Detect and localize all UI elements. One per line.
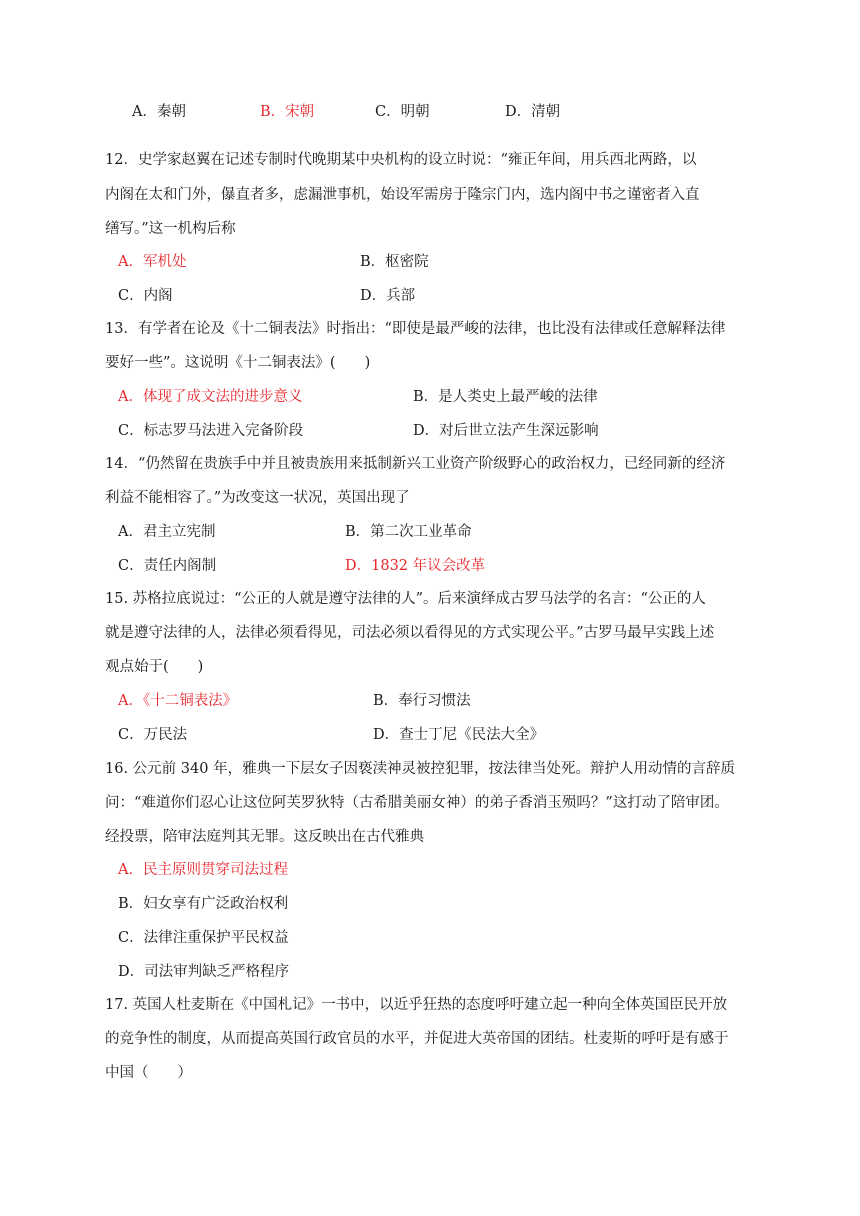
q15-stem-line: 就是遵守法律的人，法律必须看得见，司法必须以看得见的方式实现公平。”古罗马最早实践上述: [105, 625, 715, 641]
q14-option-b: B．第二次工业革命: [345, 524, 472, 540]
q15-option-d: D．查士丁尼《民法大全》: [373, 727, 545, 743]
q11-option-d: D．清朝: [505, 104, 561, 120]
q13-stem-line: 要好一些”。这说明《十二铜表法》( ): [105, 355, 371, 371]
q15-option-b: B．奉行习惯法: [373, 693, 471, 709]
q11-option-b-answer: B．宋朝: [260, 104, 315, 120]
q16-stem-line: 经投票，陪审法庭判其无罪。这反映出在古代雅典: [105, 829, 424, 845]
q14-stem-line: 利益不能相容了。”为改变这一状况，英国出现了: [105, 490, 410, 506]
q13-option-a-answer: A．体现了成文法的进步意义: [118, 389, 303, 405]
q12-option-a-answer: A．军机处: [118, 254, 187, 270]
q11-option-a: A．秦朝: [132, 104, 186, 120]
q17-stem-line: 17. 英国人杜麦斯在《中国札记》一书中，以近乎狂热的态度呼吁建立起一种向全体英国臣民开放: [105, 997, 728, 1013]
q14-option-a: A．君主立宪制: [118, 524, 216, 540]
q16-option-b: B．妇女享有广泛政治权利: [118, 896, 289, 912]
q16-option-a-answer: A．民主原则贯穿司法过程: [118, 862, 288, 878]
q13-option-d: D．对后世立法产生深远影响: [413, 423, 599, 439]
q12-option-d: D．兵部: [360, 288, 416, 304]
q12-stem-line: 缮写。”这一机构后称: [105, 221, 236, 237]
q12-option-b: B．枢密院: [360, 254, 429, 270]
q12-stem-line: 12．史学家赵翼在记述专制时代晚期某中央机构的设立时说：“雍正年间，用兵西北两路，以: [105, 152, 697, 168]
q14-option-c: C．责任内阁制: [118, 558, 217, 574]
q14-stem-line: 14．“仍然留在贵族手中并且被贵族用来抵制新兴工业资产阶级野心的政治权力，已经同新的经济: [105, 456, 726, 472]
q13-option-c: C．标志罗马法进入完备阶段: [118, 423, 304, 439]
q15-stem-line: 15. 苏格拉底说过：“公正的人就是遵守法律的人”。后来演绎成古罗马法学的名言：“公正的人: [105, 591, 706, 607]
q16-stem-line: 16. 公元前 340 年，雅典一下层女子因亵渎神灵被控犯罪，按法律当处死。辩护人用动情的言辞质: [105, 761, 736, 777]
q17-stem-line: 的竞争性的制度，从而提高英国行政官员的水平，并促进大英帝国的团结。杜麦斯的呼吁是有感于: [105, 1031, 729, 1047]
q12-stem-line: 内阁在太和门外，儤直者多，虑漏泄事机，始设军需房于隆宗门内，选内阁中书之谨密者入直: [105, 187, 700, 203]
q15-option-a-answer: A．《十二铜表法》: [118, 693, 238, 709]
q13-stem-line: 13．有学者在论及《十二铜表法》时指出：“即使是最严峻的法律，也比没有法律或任意解释法律: [105, 321, 726, 337]
q17-stem-line: 中国（ ）: [105, 1065, 192, 1081]
q13-option-b: B．是人类史上最严峻的法律: [413, 389, 598, 405]
q15-stem-line: 观点始于( ): [105, 659, 204, 675]
q14-option-d-answer: D．1832 年议会改革: [345, 558, 486, 574]
q16-stem-line: 问：“难道你们忍心让这位阿芙罗狄特（古希腊美丽女神）的弟子香消玉殒吗？”这打动了陪审团。: [105, 795, 729, 811]
q16-option-d: D．司法审判缺乏严格程序: [118, 964, 290, 980]
q15-option-c: C．万民法: [118, 727, 188, 743]
q12-option-c: C．内阁: [118, 288, 173, 304]
q11-option-c: C．明朝: [375, 104, 430, 120]
q16-option-c: C．法律注重保护平民权益: [118, 930, 289, 946]
